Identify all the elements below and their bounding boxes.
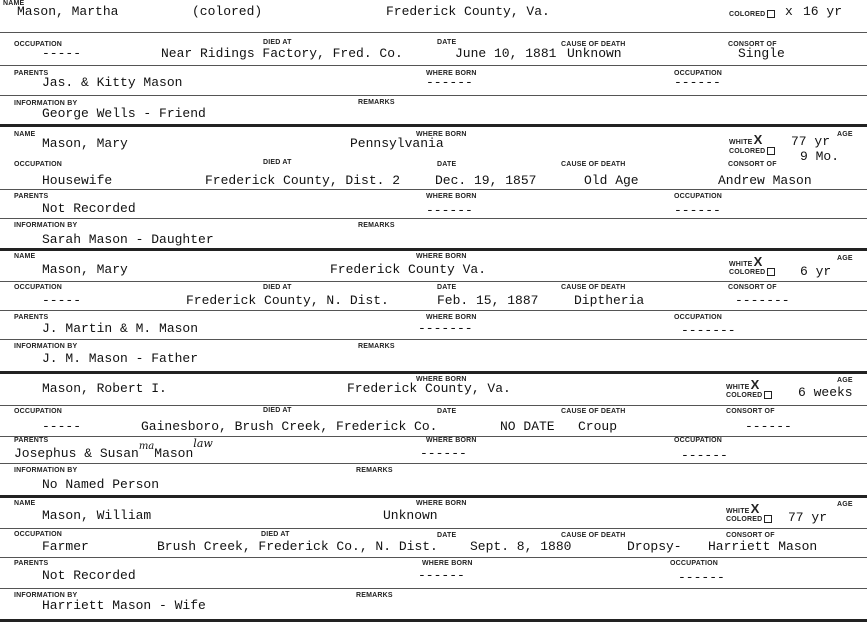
colored-label: COLORED (729, 268, 775, 276)
white-label: WHITEX (726, 501, 760, 516)
occupation-value: ----- (42, 293, 82, 308)
age-value: 16 yr (803, 4, 843, 19)
where-born-value: Frederick County Va. (330, 262, 487, 277)
date-label: DATE (437, 39, 457, 46)
parents-born-value: ------ (418, 568, 465, 583)
cause-label: CAUSE OF DEATH (561, 532, 626, 539)
row-divider (0, 528, 867, 529)
occupation-label: OCCUPATION (14, 408, 63, 415)
cause-label: CAUSE OF DEATH (561, 284, 626, 291)
cause-value: Croup (578, 419, 618, 434)
cause-label: CAUSE OF DEATH (561, 41, 626, 48)
consort-label: CONSORT OF (728, 161, 777, 168)
colored-checkbox (767, 147, 775, 155)
parents-value: J. Martin & M. Mason (42, 321, 199, 336)
died-at-label: DIED AT (263, 39, 292, 46)
where-born-label: WHERE BORN (416, 376, 467, 383)
parents-occ-value: ------- (681, 323, 736, 338)
info-by-label: INFORMATION BY (14, 343, 78, 350)
parents-born-value: ------ (420, 446, 467, 461)
parents-occ-label: OCCUPATION (674, 193, 723, 200)
date-label: DATE (437, 161, 457, 168)
cause-value: Unknown (567, 46, 622, 61)
parents-born-value: ------- (418, 321, 473, 336)
handwritten-annotation: law (193, 437, 213, 450)
consort-label: CONSORT OF (728, 41, 777, 48)
age-label: AGE (837, 131, 853, 138)
age-months-value: 9 Mo. (800, 149, 840, 164)
occupation-value: ----- (42, 46, 82, 61)
name-label: NAME (14, 253, 36, 260)
died-at-value: Frederick County, N. Dist. (186, 293, 389, 308)
name-label: NAME (3, 0, 25, 7)
info-by-label: INFORMATION BY (14, 592, 78, 599)
age-value: 6 weeks (798, 385, 853, 400)
parents-occ-value: ------ (674, 75, 721, 90)
consort-label: CONSORT OF (728, 284, 777, 291)
info-by-label: INFORMATION BY (14, 222, 78, 229)
parents-label: PARENTS (14, 193, 49, 200)
consort-value: ------- (735, 293, 790, 308)
parents-occ-label: OCCUPATION (674, 314, 723, 321)
parents-occ-label: OCCUPATION (674, 437, 723, 444)
row-divider (0, 557, 867, 558)
race-mark: X (750, 377, 760, 392)
parents-born-label: WHERE BORN (426, 70, 477, 77)
parents-occ-label: OCCUPATION (670, 560, 719, 567)
white-label: WHITEX (729, 254, 763, 269)
record-card-1 (0, 0, 867, 124)
parents-value: Jas. & Kitty Mason (42, 75, 183, 90)
parents-label: PARENTS (14, 70, 49, 77)
colored-label: COLORED (726, 391, 772, 399)
date-label: DATE (437, 532, 457, 539)
record-card-3 (0, 251, 867, 371)
date-value: Dec. 19, 1857 (435, 173, 537, 188)
name-label: NAME (14, 131, 36, 138)
note-value: (colored) (192, 4, 263, 19)
parents-value: Not Recorded (42, 568, 136, 583)
occupation-value: Housewife (42, 173, 113, 188)
row-divider (0, 463, 867, 464)
race-mark: x (785, 4, 793, 19)
remarks-label: REMARKS (358, 99, 395, 106)
date-label: DATE (437, 408, 457, 415)
colored-checkbox (767, 10, 775, 18)
record-card-4 (0, 374, 867, 494)
parents-label: PARENTS (14, 314, 49, 321)
remarks-label: REMARKS (356, 592, 393, 599)
consort-value: Single (738, 46, 785, 61)
colored-label: COLORED (729, 10, 775, 18)
white-label: WHITEX (729, 132, 763, 147)
colored-label: COLORED (729, 147, 775, 155)
date-value: NO DATE (500, 419, 555, 434)
occupation-label: OCCUPATION (14, 531, 63, 538)
where-born-label: WHERE BORN (416, 131, 467, 138)
age-label: AGE (837, 377, 853, 384)
parents-born-value: ------ (426, 75, 473, 90)
consort-label: CONSORT OF (726, 408, 775, 415)
died-at-value: Gainesboro, Brush Creek, Frederick Co. (141, 419, 438, 434)
age-label: AGE (837, 255, 853, 262)
row-divider (0, 588, 867, 589)
died-at-label: DIED AT (261, 531, 290, 538)
record-card-2 (0, 127, 867, 247)
consort-label: CONSORT OF (726, 532, 775, 539)
row-divider (0, 310, 867, 311)
cause-value: Diptheria (574, 293, 645, 308)
race-mark: X (750, 501, 760, 516)
info-by-value: Sarah Mason - Daughter (42, 232, 214, 247)
consort-value: Andrew Mason (718, 173, 812, 188)
row-divider (0, 339, 867, 340)
cause-value: Dropsy- (627, 539, 682, 554)
remarks-label: REMARKS (358, 343, 395, 350)
row-divider (0, 281, 867, 282)
parents-label: PARENTS (14, 560, 49, 567)
name-value: Mason, Robert I. (42, 381, 167, 396)
white-label: WHITEX (726, 377, 760, 392)
died-at-value: Frederick County, Dist. 2 (205, 173, 401, 188)
parents-label: PARENTS (14, 437, 49, 444)
record-card-5 (0, 498, 867, 622)
died-at-label: DIED AT (263, 407, 292, 414)
parents-occ-value: ------ (674, 203, 721, 218)
parents-born-value: ------ (426, 203, 473, 218)
remarks-label: REMARKS (356, 467, 393, 474)
died-at-value: Brush Creek, Frederick Co., N. Dist. (157, 539, 438, 554)
consort-value: ------ (745, 419, 792, 434)
info-by-value: No Named Person (42, 477, 160, 492)
parents-occ-label: OCCUPATION (674, 70, 723, 77)
row-divider (0, 218, 867, 219)
date-value: Feb. 15, 1887 (437, 293, 539, 308)
parents-born-label: WHERE BORN (422, 560, 473, 567)
handwritten-annotation: ma (138, 441, 155, 452)
occupation-value: ----- (42, 419, 82, 434)
cause-label: CAUSE OF DEATH (561, 161, 626, 168)
name-value: Mason, Mary (42, 136, 128, 151)
colored-checkbox (764, 515, 772, 523)
where-born-label: WHERE BORN (416, 500, 467, 507)
occupation-value: Farmer (42, 539, 89, 554)
age-value: 6 yr (800, 264, 832, 279)
colored-checkbox (764, 391, 772, 399)
race-mark: X (753, 132, 763, 147)
colored-label: COLORED (726, 515, 772, 523)
where-born-value: Frederick County, Va. (386, 4, 550, 19)
parents-occ-value: ------ (678, 570, 725, 585)
date-value: June 10, 1881 (455, 46, 557, 61)
died-at-value: Near Ridings Factory, Fred. Co. (161, 46, 403, 61)
parents-born-label: WHERE BORN (426, 193, 477, 200)
name-value: Mason, Mary (42, 262, 128, 277)
colored-checkbox (767, 268, 775, 276)
occupation-label: OCCUPATION (14, 41, 63, 48)
cause-value: Old Age (584, 173, 639, 188)
row-divider (0, 189, 867, 190)
remarks-label: REMARKS (358, 222, 395, 229)
parents-born-label: WHERE BORN (426, 314, 477, 321)
died-at-label: DIED AT (263, 284, 292, 291)
parents-occ-value: ------ (681, 448, 728, 463)
parents-value: Josephus & Susan$^{ma}$Mason$^{law}$ (14, 437, 213, 461)
info-by-value: George Wells - Friend (42, 106, 206, 121)
where-born-value: Unknown (383, 508, 438, 523)
name-value: Mason, William (42, 508, 152, 523)
where-born-value: Frederick County, Va. (347, 381, 511, 396)
cause-label: CAUSE OF DEATH (561, 408, 626, 415)
consort-value: Harriett Mason (708, 539, 818, 554)
info-by-label: INFORMATION BY (14, 100, 78, 107)
occupation-label: OCCUPATION (14, 284, 63, 291)
row-divider (0, 405, 867, 406)
name-label: NAME (14, 500, 36, 507)
info-by-value: J. M. Mason - Father (42, 351, 199, 366)
age-value: 77 yr (791, 134, 831, 149)
name-value: Mason, Martha (17, 4, 119, 19)
parents-value: Not Recorded (42, 201, 136, 216)
info-by-label: INFORMATION BY (14, 467, 78, 474)
row-divider (0, 65, 867, 66)
age-value: 77 yr (788, 510, 828, 525)
age-label: AGE (837, 501, 853, 508)
date-value: Sept. 8, 1880 (470, 539, 572, 554)
race-mark: X (753, 254, 763, 269)
occupation-label: OCCUPATION (14, 161, 63, 168)
info-by-value: Harriett Mason - Wife (42, 598, 206, 613)
row-divider (0, 95, 867, 96)
where-born-value: Pennsylvania (350, 136, 444, 151)
died-at-label: DIED AT (263, 159, 292, 166)
parents-born-label: WHERE BORN (426, 437, 477, 444)
where-born-label: WHERE BORN (416, 253, 467, 260)
row-divider (0, 32, 867, 33)
date-label: DATE (437, 284, 457, 291)
